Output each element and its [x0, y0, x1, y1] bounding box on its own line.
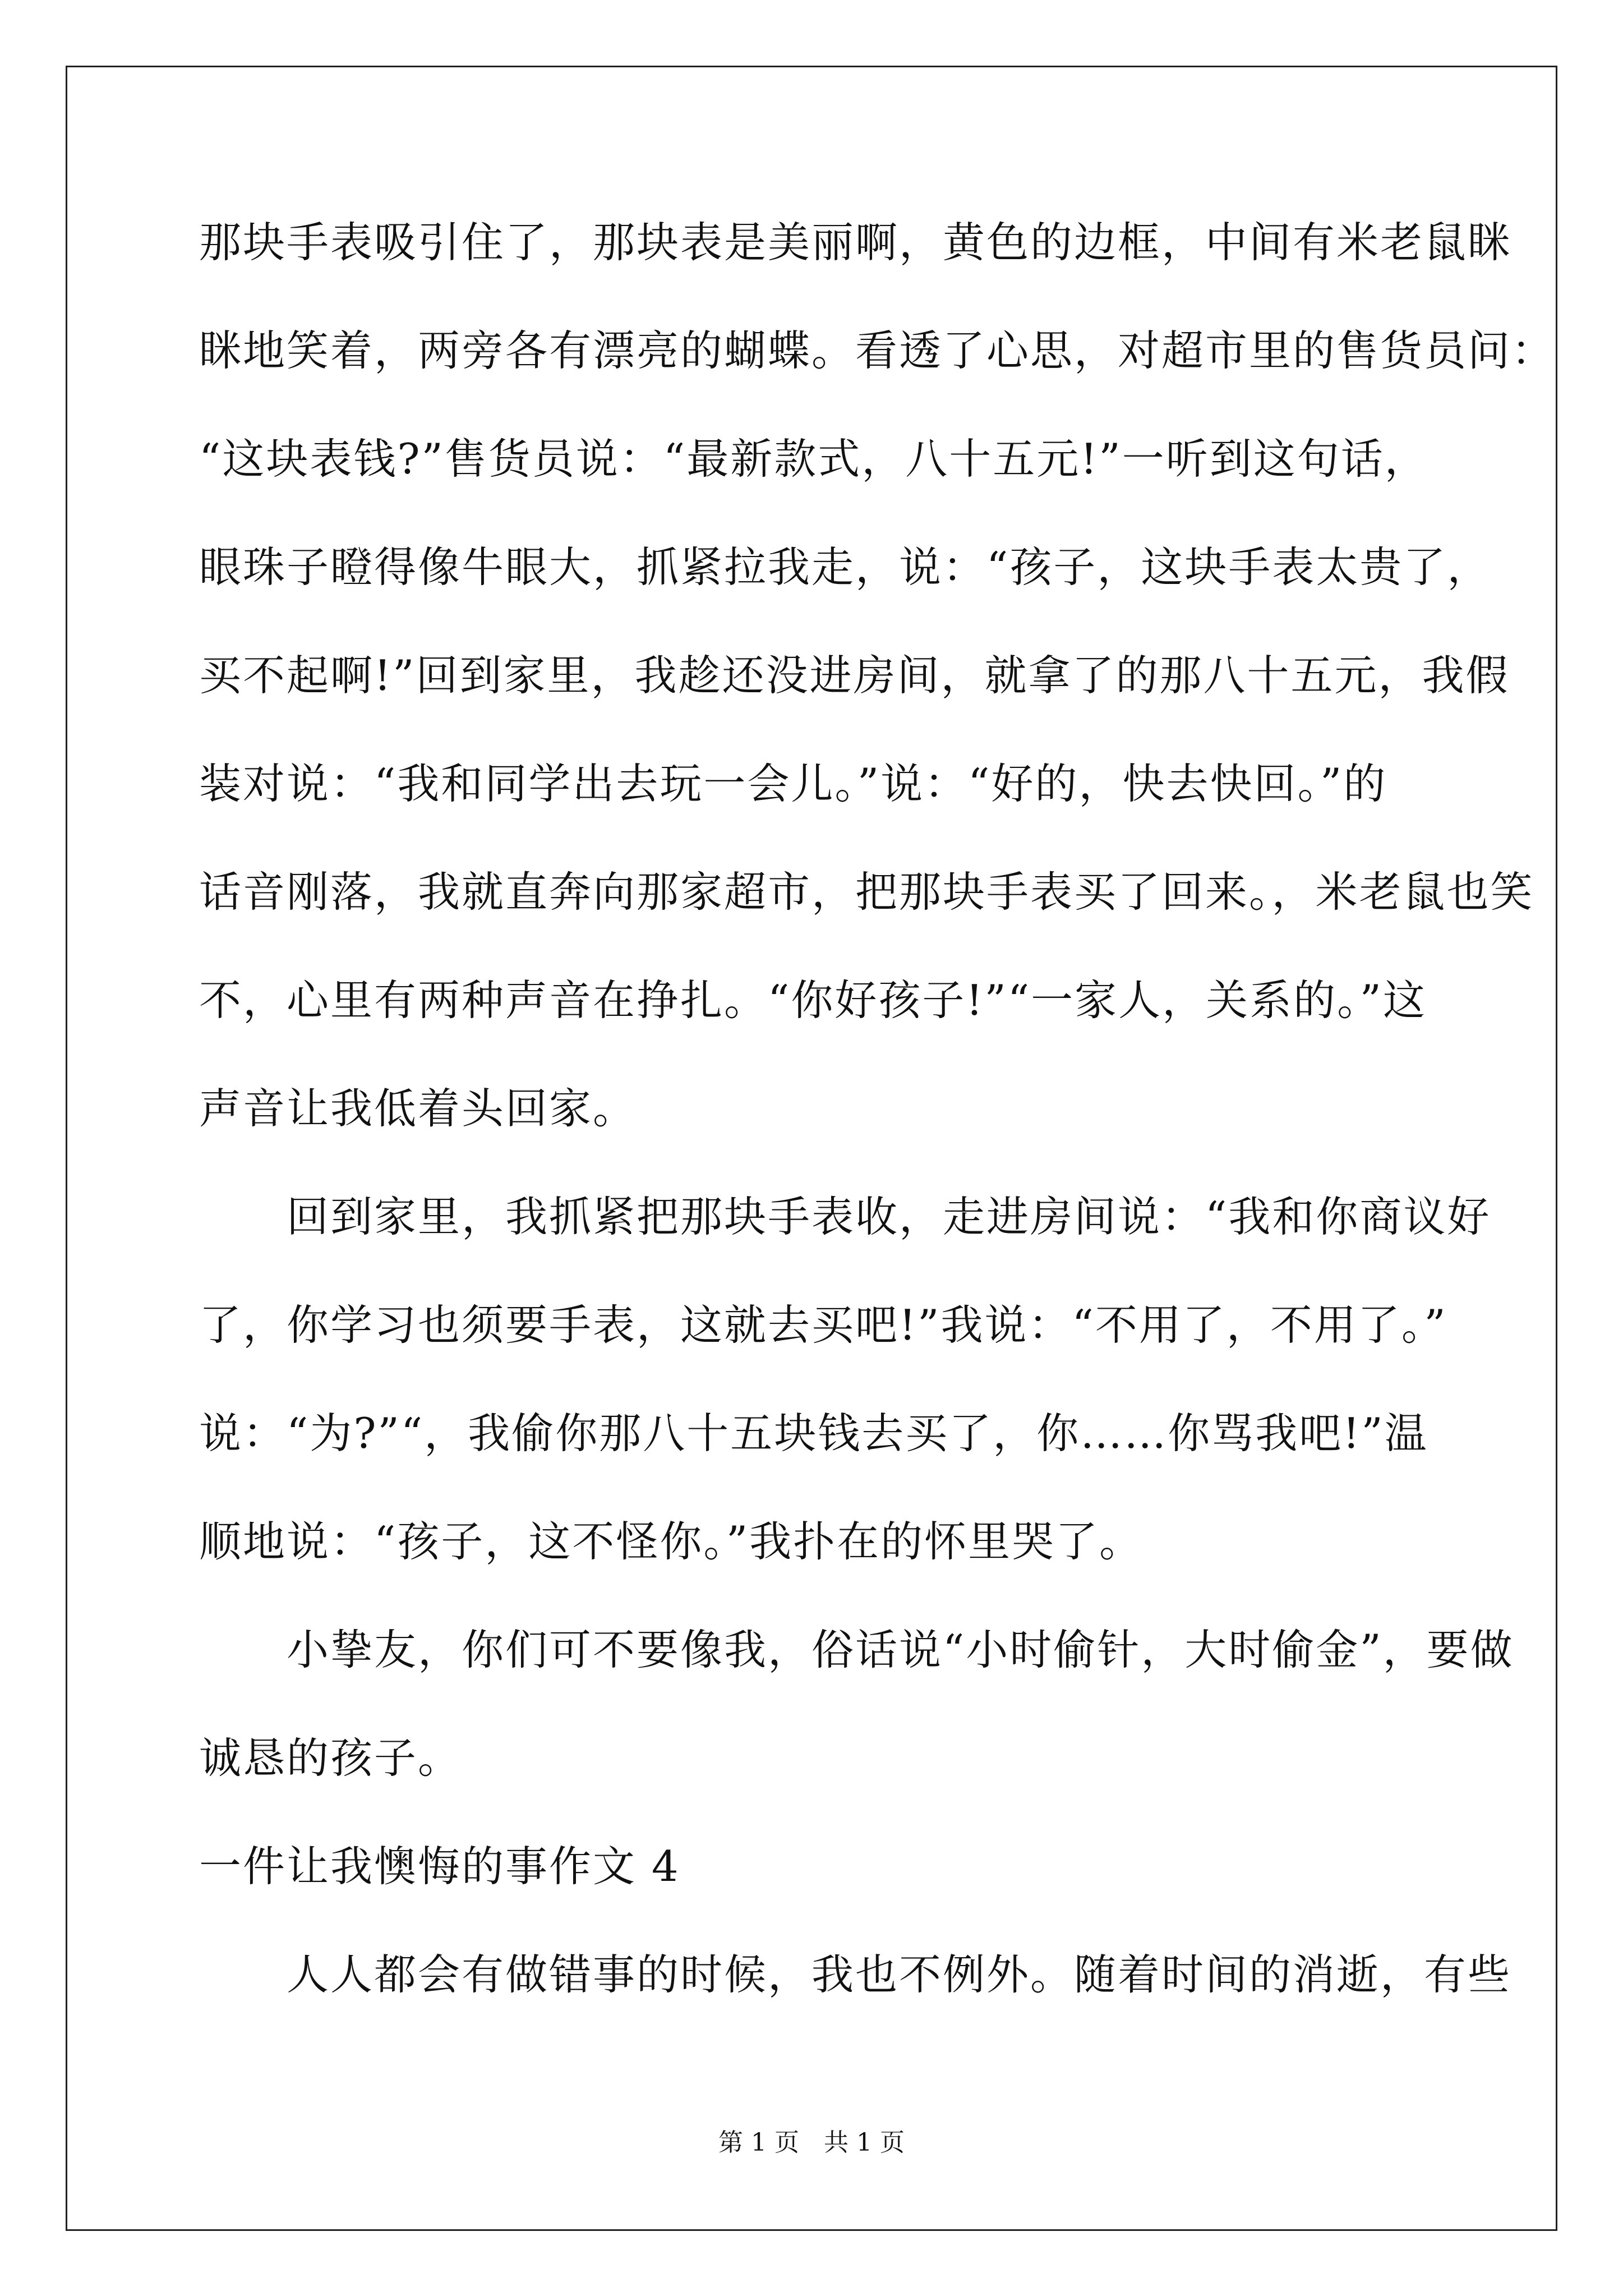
text-line: 声音让我低着头回家。 [199, 1084, 637, 1133]
text-line: “这块表钱?”售货员说：“最新款式，八十五元!”一听到这句话， [199, 434, 1428, 484]
text-line: 装对说：“我和同学出去玩一会儿。”说：“好的，快去快回。”的 [199, 759, 1387, 808]
text-line: 诚恳的孩子。 [199, 1733, 462, 1783]
text-line: 人人都会有做错事的时候，我也不例外。随着时间的消逝，有些 [199, 1950, 1512, 1999]
page-frame [66, 66, 1557, 2231]
text-line: 顺地说：“孩子，这不怪你。”我扑在的怀里哭了。 [199, 1517, 1144, 1566]
text-line: 了，你学习也须要手表，这就去买吧!”我说：“不用了，不用了。” [199, 1300, 1447, 1350]
text-line: 话音刚落，我就直奔向那家超市，把那块手表买了回来。，米老鼠也笑 [199, 867, 1534, 917]
section-heading: 一件让我懊悔的事作文 4 [199, 1842, 680, 1891]
page-number-footer: 第 1 页 共 1 页 [718, 2128, 905, 2157]
text-line: 眼珠子瞪得像牛眼大，抓紧拉我走，说：“孩子，这块手表太贵了， [199, 542, 1491, 592]
text-line: 不，心里有两种声音在挣扎。“你好孩子!”“一家人，关系的。”这 [199, 976, 1427, 1025]
text-line: 说：“为?”“，我偷你那八十五块钱去买了，你……你骂我吧!”温 [199, 1409, 1428, 1458]
text-line: 回到家里，我抓紧把那块手表收，走进房间说：“我和你商议好 [199, 1192, 1491, 1241]
text-line: 小挚友，你们可不要像我，俗话说“小时偷针，大时偷金”，要做 [199, 1625, 1514, 1674]
text-line: 眯地笑着，两旁各有漂亮的蝴蝶。看透了心思，对超市里的售货员问： [199, 326, 1556, 375]
text-line: 买不起啊!”回到家里，我趁还没进房间，就拿了的那八十五元，我假 [199, 651, 1510, 700]
text-line: 那块手表吸引住了，那块表是美丽啊，黄色的边框，中间有米老鼠眯 [199, 218, 1512, 267]
